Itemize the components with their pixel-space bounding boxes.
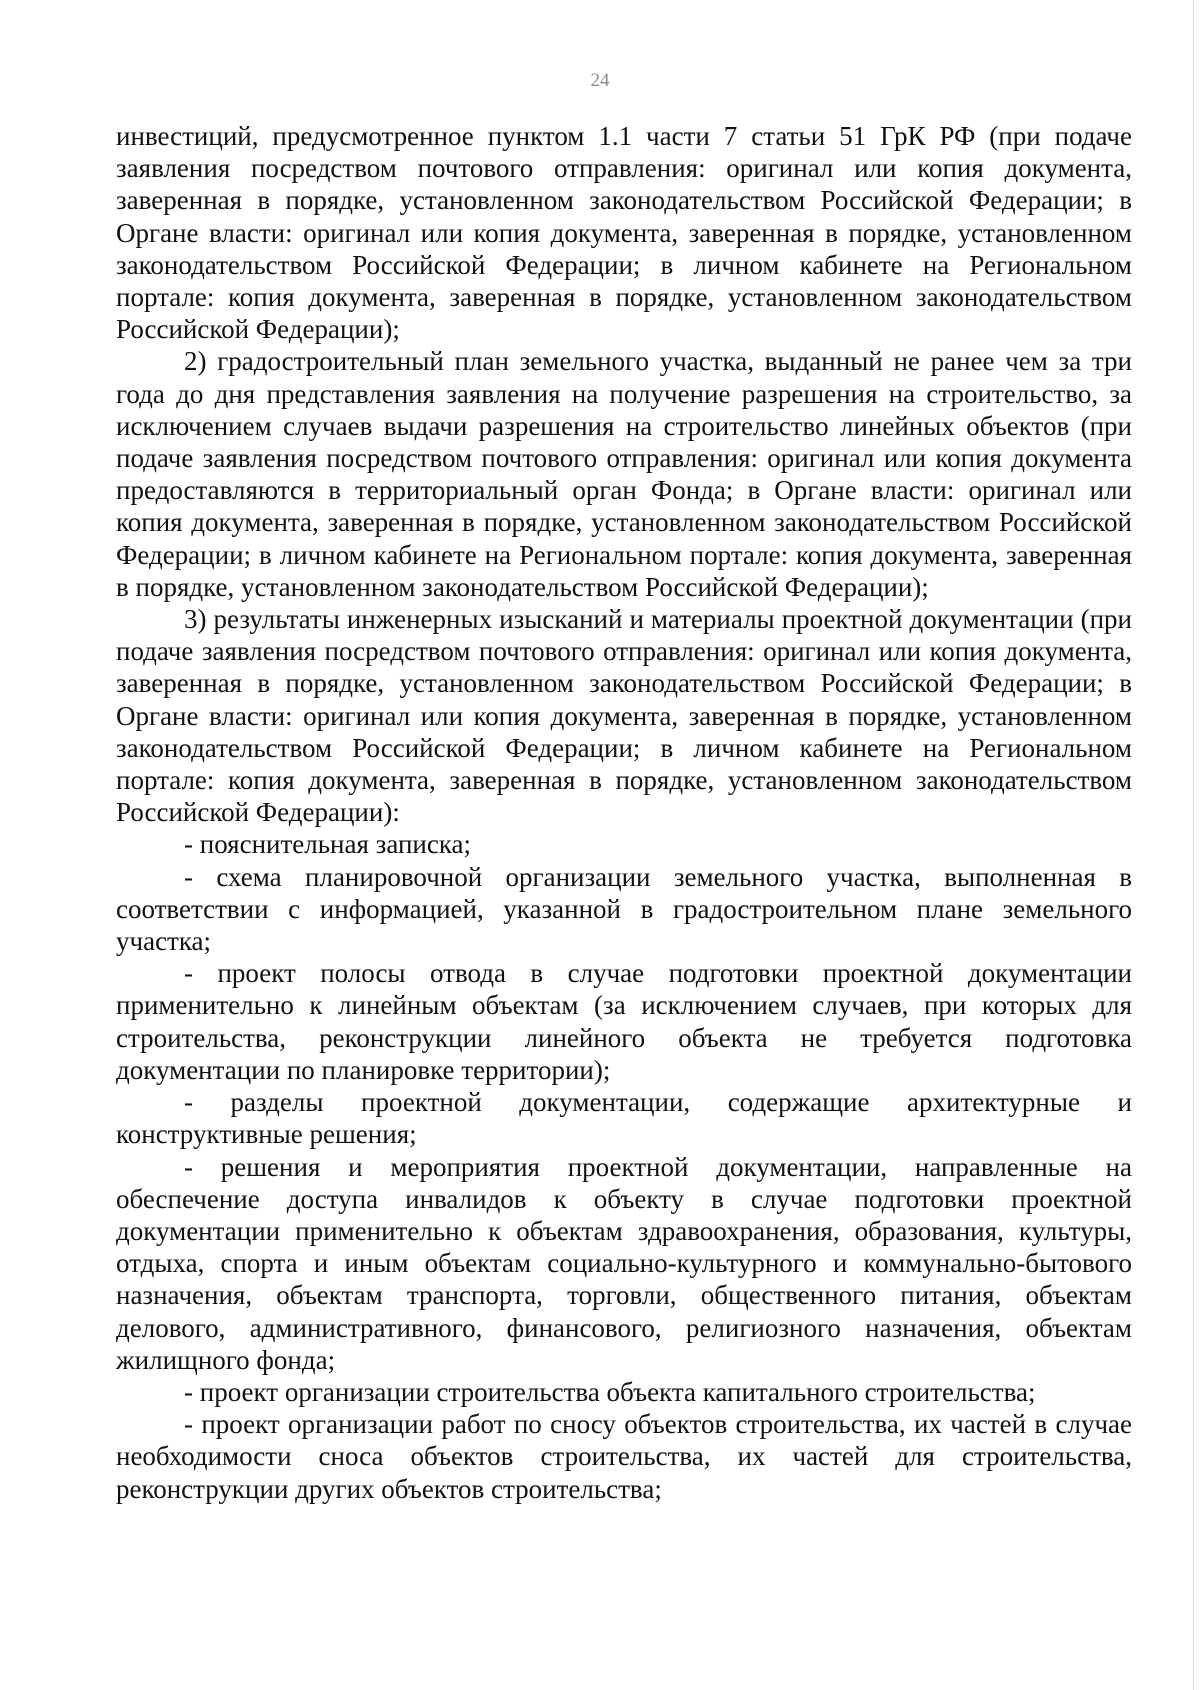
paragraph-item-2: 2) градостроительный план земельного участка, выданный не ранее чем за три года до дня представления заявления на получение разрешения на строительство, за исключением случаев выдачи разрешения на строительство линейных объектов (при подаче заявления посредством почтового отправления: оригинал или копия документа предоставляются в территориальный орган Фонда; в Органе власти: оригинал или копия документа, заверенная в порядке, установленном законодательством Российской Федерации; в личном кабинете на Региональном портале: копия документа, заверенная в порядке, установленном законодательством Российской Федерации); xyxy=(116,346,1132,602)
paragraph-continuation: инвестиций, предусмотренное пунктом 1.1 части 7 статьи 51 ГрК РФ (при подаче заявления посредством почтового отправления: оригинал или копия документа, заверенная в порядке, установленном законодательством Российской Федерации; в Органе власти: оригинал или копия документа, заверенная в порядке, установленном законодательством Российской Федерации; в личном кабинете на Региональном портале: копия документа, заверенная в порядке, установленном законодательством Российской Федерации); xyxy=(116,121,1132,345)
document-body xyxy=(116,120,1132,1505)
list-item-architectural-sections: - разделы проектной документации, содержащие архитектурные и конструктивные решения; xyxy=(116,1087,1132,1150)
list-item-explanatory-note: - пояснительная записка; xyxy=(184,829,472,860)
list-item-construction-organization: - проект организации строительства объекта капитального строительства; xyxy=(184,1376,1036,1407)
list-item-accessibility-measures: - решения и мероприятия проектной документации, направленные на обеспечение доступа инвалидов к объекту в случае подготовки проектной документации применительно к объектам здравоохранения, образования, культуры, отдыха, спорта и иным объектам социально-культурного и коммунально-бытового назначения, объектам транспорта, торговли, общественного питания, объектам делового, административного, финансового, религиозного назначения, объектам жилищного фонда; xyxy=(116,1151,1132,1375)
page-edge-line xyxy=(1193,0,1194,1690)
list-item-right-of-way-project: - проект полосы отвода в случае подготовки проектной документации применительно к линейным объектам (за исключением случаев, при которых для строительства, реконструкции линейного объекта не требуется подготовка документации по планировке территории); xyxy=(116,958,1132,1085)
list-item-site-plan-scheme: - схема планировочной организации земельного участка, выполненная в соответствии с информацией, указанной в градостроительном плане земельного участка; xyxy=(116,861,1132,957)
paragraph-item-3: 3) результаты инженерных изысканий и материалы проектной документации (при подаче заявления посредством почтового отправления: оригинал или копия документа, заверенная в порядке, установленном законодательством Российской Федерации; в Органе власти: оригинал или копия документа, заверенная в порядке, установленном законодательством Российской Федерации; в личном кабинете на Региональном портале: копия документа, заверенная в порядке, установленном законодательством Российской Федерации): xyxy=(116,604,1132,828)
page-number: 24 xyxy=(590,70,610,91)
list-item-demolition-project: - проект организации работ по сносу объектов строительства, их частей в случае необходимости сноса объектов строительства, их частей для строительства, реконструкции других объектов строительства; xyxy=(116,1409,1132,1504)
